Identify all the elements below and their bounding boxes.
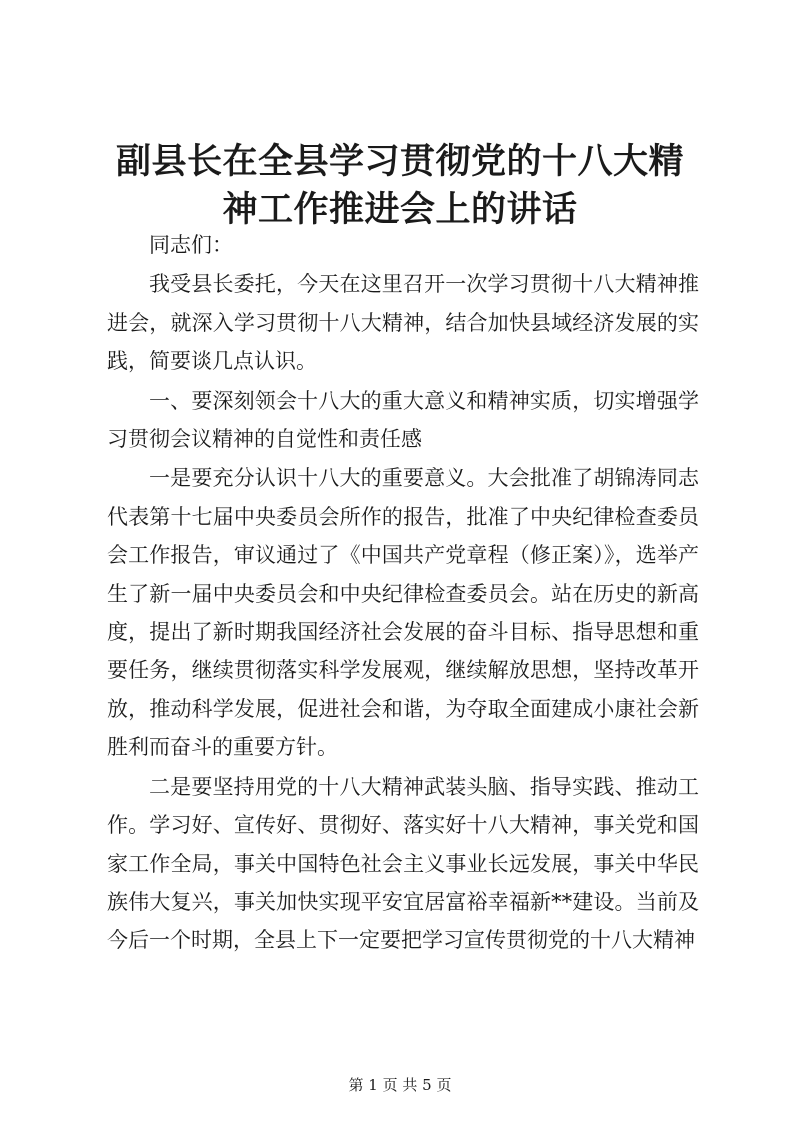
document-body <box>107 226 699 960</box>
paragraph-intro: 我受县长委托，今天在这里召开一次学习贯彻十八大精神推进会，就深入学习贯彻十八大精神，结合加快县域经济发展的实践，简要谈几点认识。 <box>107 272 699 374</box>
salutation: 同志们： <box>149 233 233 257</box>
paragraph-point-1: 一是要充分认识十八大的重要意义。大会批准了胡锦涛同志代表第十七届中央委员会所作的报告，批准了中央纪律检查委员会工作报告，审议通过了《中国共产党章程（修正案）》，选举产生了新一届中央委员会和中央纪律检查委员会。站在历史的新高度，提出了新时期我国经济社会发展的奋斗目标、指导思想和重要任务，继续贯彻落实科学发展观，继续解放思想，坚持改革开放，推动科学发展，促进社会和谐，为夺取全面建成小康社会新胜利而奋斗的重要方针。 <box>107 466 699 760</box>
section-heading-1: 一、要深刻领会十八大的重大意义和精神实质，切实增强学习贯彻会议精神的自觉性和责任感 <box>107 388 699 452</box>
page-footer: 第 1 页 共 5 页 <box>348 1076 452 1094</box>
paragraph-point-2: 二是要坚持用党的十八大精神武装头脑、指导实践、推动工作。学习好、宣传好、贯彻好、落实好十八大精神，事关党和国家工作全局，事关中国特色社会主义事业长远发展，事关中华民族伟大复兴，事关加快实现平安宜居富裕幸福新**建设。当前及今后一个时期，全县上下一定要把学习宣传贯彻党的十八大精神 <box>107 774 699 953</box>
document-title: 副县长在全县学习贯彻党的十八大精神工作推进会上的讲话 <box>115 141 684 230</box>
